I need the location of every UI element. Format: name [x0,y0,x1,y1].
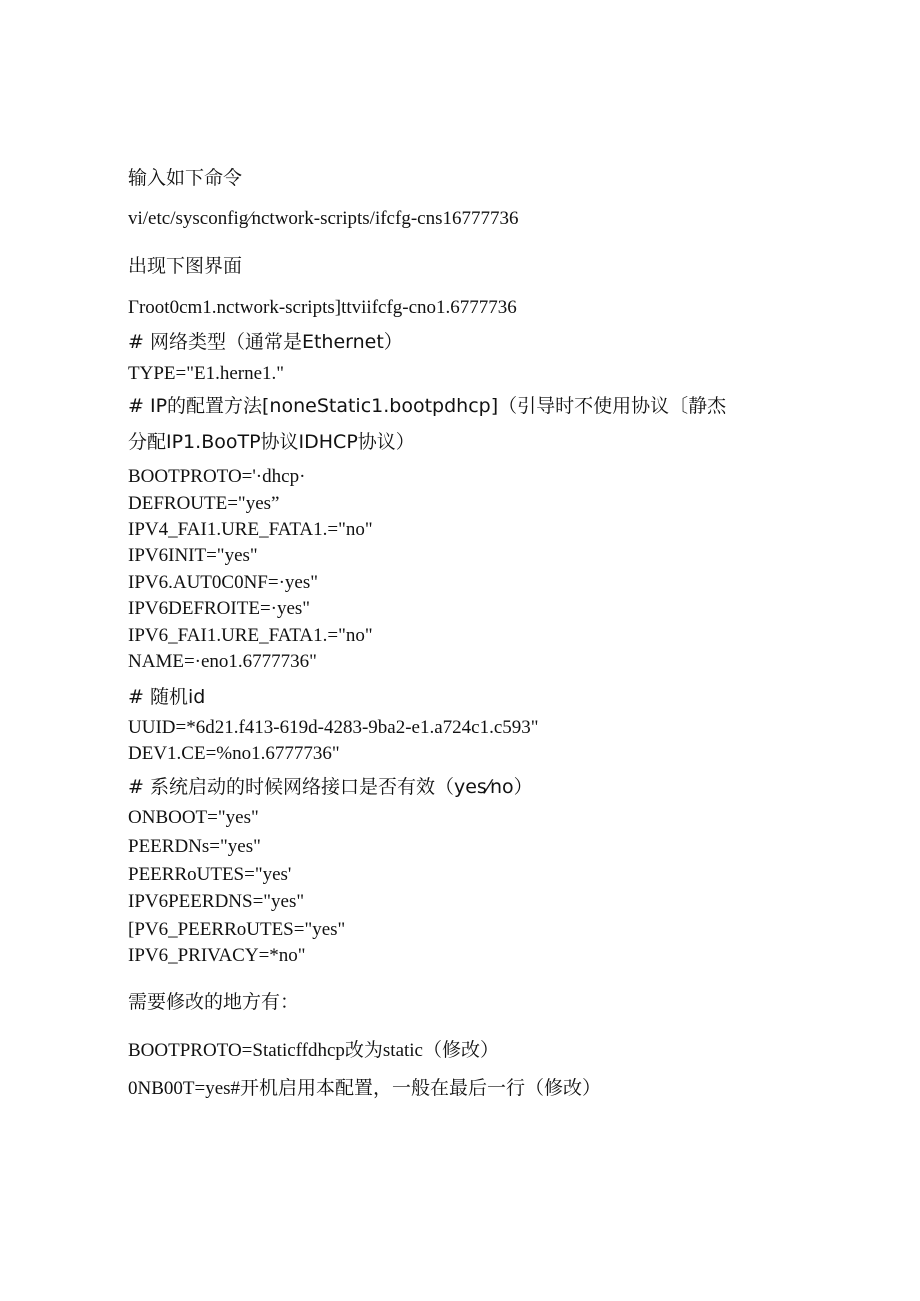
comment-ip-method: # IP的配置方法[noneStatic1.bootpdhcp]（引导时不使用协议〔静杰 [128,395,727,417]
config-uuid: UUID=*6d21.f413-619d-4283-9ba2-e1.a724c1.c593" [128,717,539,738]
intro-heading: 输入如下命令 [128,167,243,189]
config-bootproto: BOOTPROTO='·dhcp· [128,466,306,487]
comment-ip-method-cont: 分配IP1.BooTP协议IDHCP协议） [128,431,415,453]
comment-onboot: # 系统启动的时候网络接口是否有效（yes⁄no） [128,776,533,798]
config-name: NAME=·eno1.6777736" [128,651,317,672]
config-type: TYPE="E1.herne1." [128,363,285,384]
changes-heading: 需要修改的地方有： [128,991,300,1013]
config-ipv6-autoconf: IPV6.AUT0C0NF=·yes" [128,572,318,593]
change-bootproto: BOOTPROTO=Staticffdhcp改为static（修改） [128,1040,499,1061]
config-ipv6-failure-fatal: IPV6_FAI1.URE_FATA1.="no" [128,625,373,646]
config-ipv6-defroute: IPV6DEFROITE=·yes" [128,598,311,619]
config-peerdns: PEERDNs="yes" [128,836,261,857]
comment-network-type: # 网络类型（通常是Ethernet） [128,331,403,353]
prompt-line: Γroot0cm1.nctwork-scripts]ttviifcfg-cno1.6777736 [128,297,517,318]
change-onboot: 0NB00T=yes#开机启用本配置，一般在最后一行（修改） [128,1078,602,1099]
config-onboot: ONBOOT="yes" [128,807,259,828]
config-ipv4-failure-fatal: IPV4_FAI1.URE_FATA1.="no" [128,519,373,540]
config-peerroutes: PEERRoUTES="yes' [128,864,292,885]
config-ipv6-peerdns: IPV6PEERDNS="yes" [128,891,305,912]
config-ipv6-peerroutes: [PV6_PEERRoUTES="yes" [128,919,346,940]
config-ipv6init: IPV6INIT="yes" [128,545,258,566]
command-line: vi/etc/sysconfig⁄nctwork-scripts/ifcfg-cns16777736 [128,208,519,229]
config-device: DEV1.CE=%no1.6777736" [128,743,340,764]
screen-heading: 出现下图界面 [128,255,243,277]
config-ipv6-privacy: IPV6_PRIVACY=*no" [128,945,306,966]
comment-uuid: # 随机id [128,686,206,708]
config-defroute: DEFROUTE="yes” [128,493,280,514]
